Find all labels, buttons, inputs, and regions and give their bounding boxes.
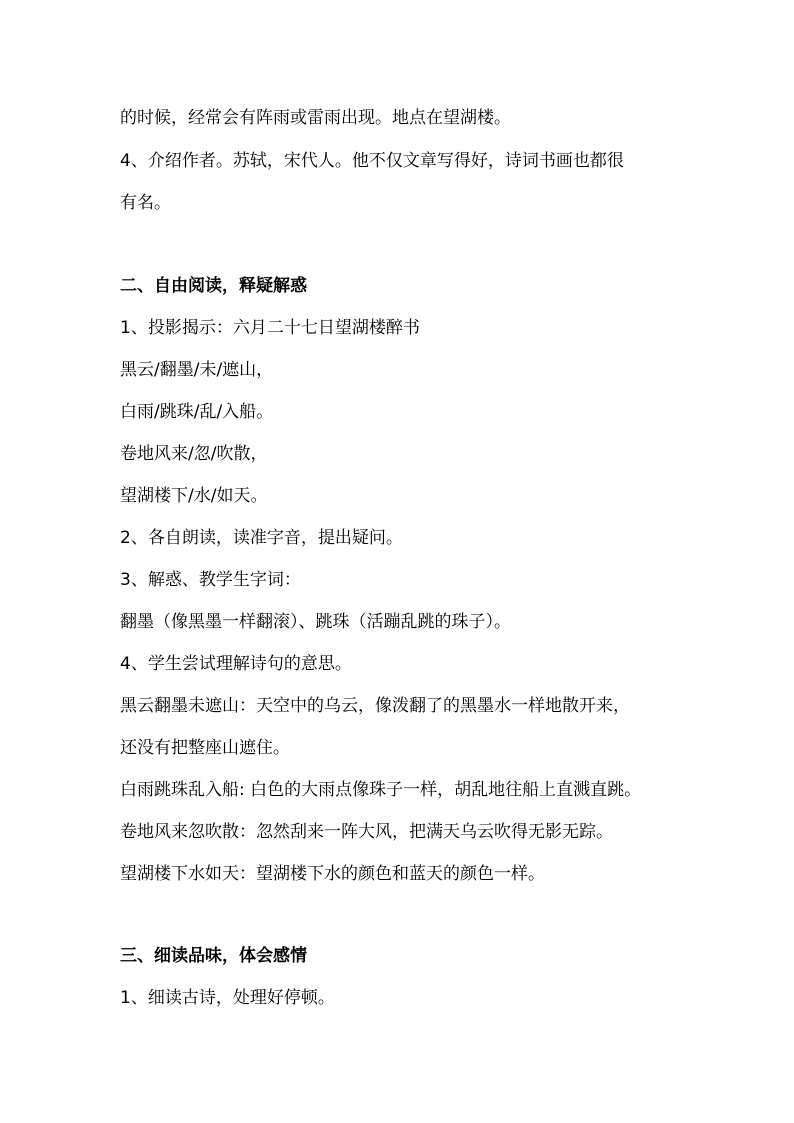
poem-line: 卷地风来/忽/吹散， — [120, 444, 268, 464]
paragraph-line: 卷地风来忽吹散：忽然刮来一阵大风，把满天乌云吹得无影无踪。 — [120, 822, 613, 842]
paragraph-line: 还没有把整座山遮住。 — [120, 738, 290, 758]
paragraph-line: 4、学生尝试理解诗句的意思。 — [120, 654, 352, 674]
section-heading: 二、自由阅读，释疑解惑 — [120, 276, 307, 296]
poem-line: 白雨/跳珠/乱/入船。 — [120, 402, 274, 422]
paragraph-line: 有名。 — [120, 193, 171, 213]
paragraph-line: 白雨跳珠乱入船: 白色的大雨点像珠子一样，胡乱地往船上直溅直跳。 — [120, 780, 642, 800]
section-heading: 三、细读品味，体会感情 — [120, 946, 307, 966]
paragraph-line: 翻墨（像黑墨一样翻滚）、跳珠（活蹦乱跳的珠子）。 — [120, 612, 511, 632]
paragraph-line: 黑云翻墨未遮山：天空中的乌云，像泼翻了的黑墨水一样地散开来， — [120, 696, 630, 716]
paragraph-line: 的时候，经常会有阵雨或雷雨出现。地点在望湖楼。 — [120, 108, 511, 128]
paragraph-line: 望湖楼下水如天：望湖楼下水的颜色和蓝天的颜色一样。 — [120, 864, 545, 884]
paragraph-line: 3、解惑、教学生字词： — [120, 570, 301, 590]
paragraph-line: 2、各自朗读，读准字音，提出疑问。 — [120, 528, 403, 548]
paragraph-line: 4、介绍作者。苏轼，宋代人。他不仅文章写得好，诗词书画也都很 — [120, 151, 624, 171]
paragraph-line: 1、投影揭示：六月二十七日望湖楼醉书 — [120, 318, 420, 338]
poem-line: 望湖楼下/水/如天。 — [120, 486, 268, 506]
poem-line: 黑云/翻墨/未/遮山， — [120, 360, 274, 380]
paragraph-line: 1、细读古诗，处理好停顿。 — [120, 988, 335, 1008]
